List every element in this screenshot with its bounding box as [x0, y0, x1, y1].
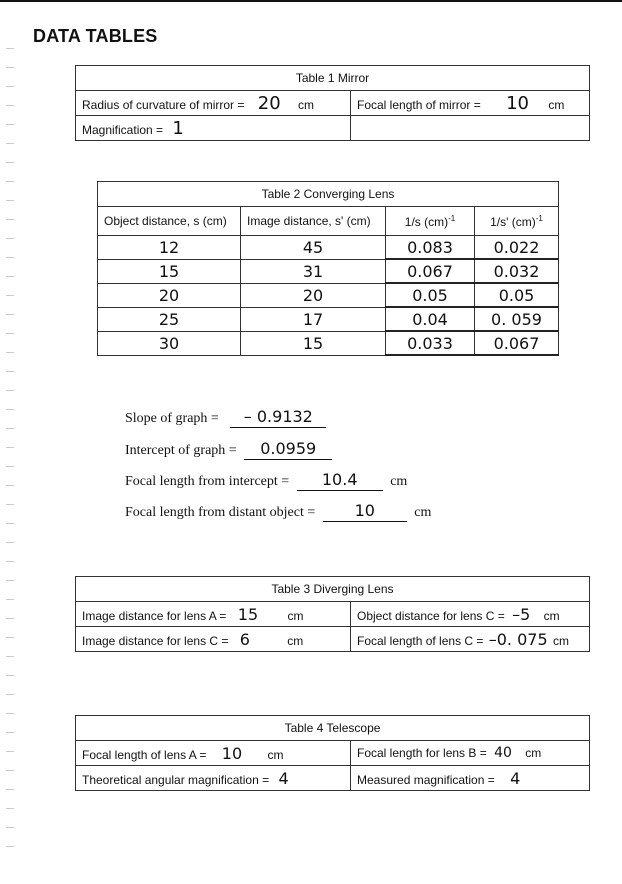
- focal-b-label: Focal length for lens B =: [357, 746, 487, 760]
- cell-value: 0.067: [493, 333, 540, 353]
- focal-a-value: 10: [221, 743, 243, 763]
- image-a-cell: [76, 602, 351, 627]
- table-row: [98, 236, 559, 260]
- magnification-cell: [76, 116, 351, 141]
- radius-unit: cm: [298, 97, 314, 112]
- cell-value: 12: [158, 237, 180, 257]
- focal-c-label: Focal length of lens C =: [357, 633, 484, 648]
- focal-distant-label: Focal length from distant object =: [125, 505, 316, 520]
- theoretical-cell: [76, 766, 351, 791]
- empty-cell: [351, 116, 590, 141]
- measured-label: Measured magnification =: [357, 772, 495, 787]
- cell-value: 20: [158, 285, 180, 305]
- focal-b-value: 40: [494, 745, 512, 761]
- image-a-value: 15: [237, 604, 259, 624]
- focal-unit: cm: [548, 97, 565, 112]
- table-diverging-lens: [75, 576, 590, 652]
- page-top-rule: [0, 0, 622, 2]
- radius-label: Radius of curvature of mirror =: [82, 97, 245, 112]
- header-inverse-s: 1/s (cm)$^{-1}$: [386, 207, 475, 236]
- slope-blank: [230, 409, 326, 428]
- cell-value: 17: [302, 309, 324, 329]
- table-caption: Table 3 Diverging Lens: [76, 577, 590, 602]
- focal-label: Focal length of mirror =: [357, 97, 481, 112]
- magnification-value: 1: [172, 117, 184, 139]
- theoretical-value: 4: [278, 768, 289, 788]
- radius-value: 20: [257, 92, 281, 114]
- page-title: DATA TABLES: [33, 26, 158, 46]
- focal-c-cell: [351, 627, 590, 652]
- image-c-label: Image distance for lens C =: [82, 633, 229, 648]
- intercept-label: Intercept of graph =: [125, 443, 237, 458]
- focal-b-unit: cm: [525, 746, 542, 760]
- focal-cell: [351, 91, 590, 116]
- slope-line: [125, 409, 326, 428]
- focal-intercept-label: Focal length from intercept =: [125, 474, 290, 489]
- focal-c-value: –0. 075: [488, 629, 548, 649]
- slope-value: – 0.9132: [243, 407, 313, 426]
- margin-rule-marks: [6, 30, 14, 860]
- image-a-label: Image distance for lens A =: [82, 608, 227, 623]
- cell-value: 25: [158, 309, 180, 329]
- cell-value: 0.033: [407, 333, 453, 353]
- focal-distant-value: 10: [354, 501, 375, 520]
- focal-distant-line: [125, 503, 431, 522]
- cell-value: 0.04: [412, 309, 448, 329]
- object-c-unit: cm: [543, 608, 560, 623]
- table-row: [98, 259, 559, 283]
- cell-value: 31: [302, 261, 324, 281]
- cell-value: 0.05: [412, 285, 448, 305]
- measured-cell: [351, 766, 590, 791]
- table-mirror: [75, 65, 590, 141]
- header-object-distance: Object distance, s (cm): [98, 207, 241, 236]
- header-inverse-s-prime: 1/s' (cm)$^{-1}$: [475, 207, 559, 236]
- image-c-unit: cm: [287, 633, 304, 648]
- focal-intercept-line: [125, 472, 407, 491]
- cell-value: 0.032: [493, 261, 540, 281]
- focal-a-label: Focal length of lens A =: [82, 747, 207, 762]
- object-c-cell: [351, 602, 590, 627]
- table-row: [98, 331, 559, 355]
- slope-label: Slope of graph =: [125, 411, 219, 426]
- focal-c-unit: cm: [552, 633, 569, 648]
- table-row: [98, 307, 559, 331]
- theoretical-label: Theoretical angular magnification =: [82, 772, 270, 787]
- header-image-distance: Image distance, s' (cm): [241, 207, 386, 236]
- cell-value: 15: [158, 261, 180, 281]
- object-c-label: Object distance for lens C =: [357, 608, 505, 623]
- table-row: [98, 283, 559, 307]
- cell-value: 15: [302, 333, 324, 353]
- cell-value: 0.05: [498, 285, 535, 305]
- magnification-label: Magnification =: [82, 122, 164, 137]
- focal-b-cell: [351, 741, 590, 766]
- focal-distant-blank: [323, 503, 407, 522]
- table-caption: Table 4 Telescope: [76, 716, 590, 741]
- focal-intercept-unit: cm: [390, 474, 408, 489]
- cell-value: 0.067: [407, 261, 453, 281]
- measured-value: 4: [510, 768, 521, 788]
- table-caption: Table 2 Converging Lens: [98, 182, 559, 207]
- radius-cell: [76, 91, 351, 116]
- cell-value: 0.083: [407, 237, 453, 257]
- image-c-cell: [76, 627, 351, 652]
- cell-value: 0.022: [493, 237, 540, 257]
- table-telescope: [75, 715, 590, 791]
- intercept-blank: [244, 441, 332, 460]
- cell-value: 30: [158, 333, 180, 353]
- table-caption: Table 1 Mirror: [76, 66, 590, 91]
- image-a-unit: cm: [287, 608, 304, 623]
- image-c-value: 6: [239, 629, 250, 649]
- focal-a-unit: cm: [267, 747, 284, 762]
- focal-intercept-value: 10.4: [321, 470, 358, 489]
- cell-value: 0. 059: [491, 309, 542, 329]
- cell-value: 20: [302, 285, 324, 305]
- focal-value: 10: [506, 92, 529, 114]
- cell-value: 45: [302, 237, 324, 257]
- intercept-line: [125, 441, 332, 460]
- intercept-value: 0.0959: [260, 439, 317, 458]
- object-c-value: –5: [512, 604, 531, 624]
- focal-intercept-blank: [297, 472, 383, 491]
- focal-a-cell: [76, 741, 351, 766]
- table-converging-lens: [97, 181, 559, 356]
- focal-distant-unit: cm: [414, 505, 432, 520]
